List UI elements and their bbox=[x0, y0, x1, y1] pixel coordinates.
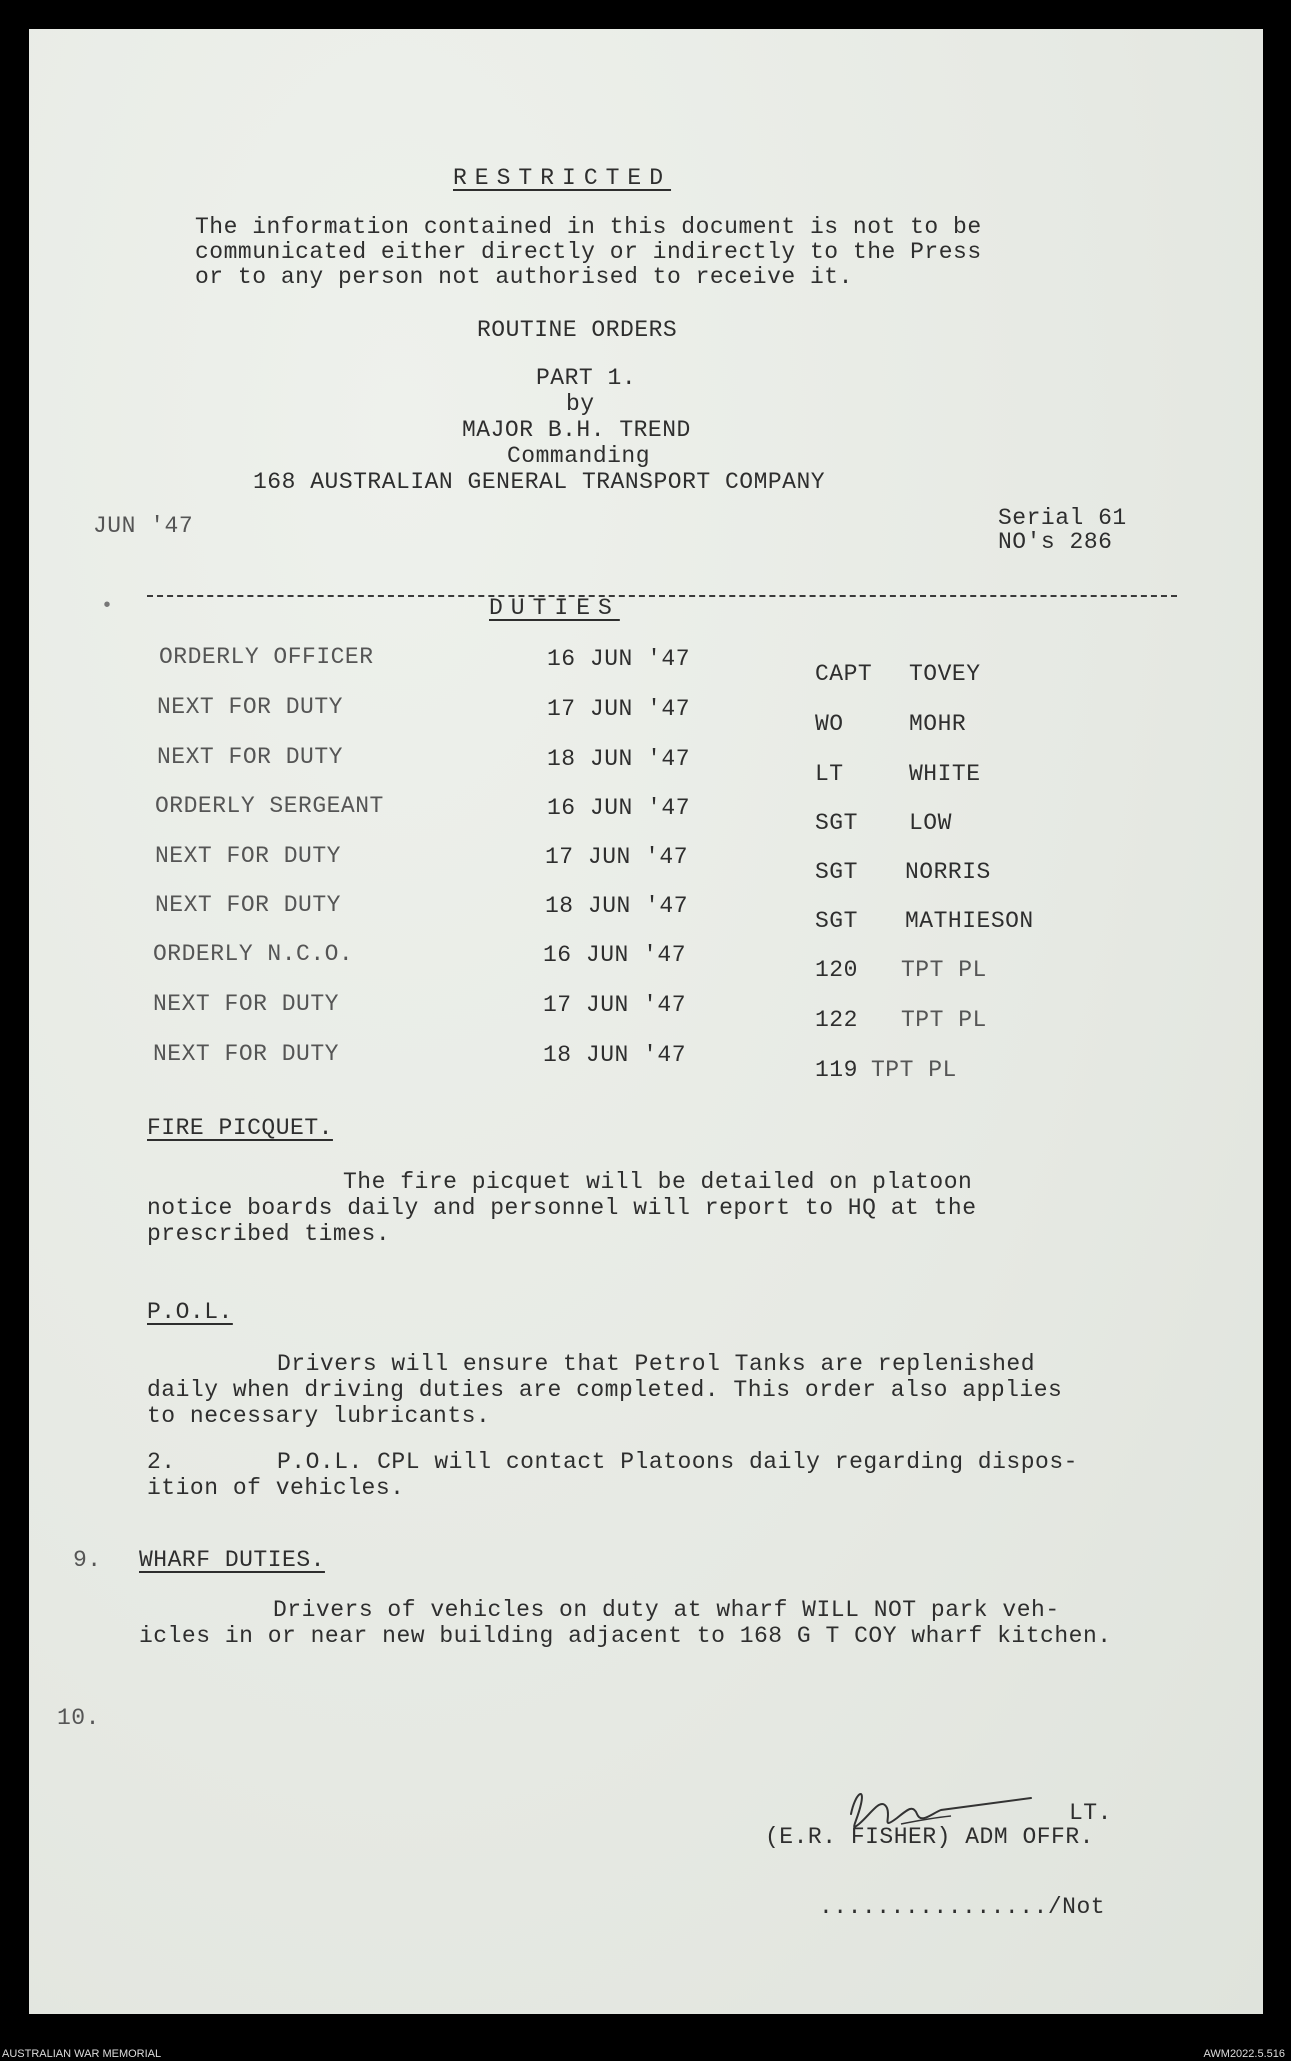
fire-picquet-line-1: The fire picquet will be detailed on platoon bbox=[343, 1169, 973, 1195]
duty-role: ORDERLY N.C.O. bbox=[153, 941, 354, 967]
duty-date: 18 JUN '47 bbox=[543, 1042, 687, 1068]
duty-date: 16 JUN '47 bbox=[547, 646, 691, 672]
pol-line-3: to necessary lubricants. bbox=[147, 1403, 491, 1429]
pol-item-2-line-1: P.O.L. CPL will contact Platoons daily regarding dispos- bbox=[277, 1449, 1078, 1475]
duty-rank: CAPT bbox=[815, 661, 873, 687]
duties-heading: DUTIES bbox=[489, 595, 620, 621]
document-title: ROUTINE ORDERS bbox=[477, 317, 678, 343]
pol-line-2: daily when driving duties are completed. This order also applies bbox=[147, 1377, 1063, 1403]
by-label: by bbox=[566, 391, 595, 417]
item-10-number: 10. bbox=[57, 1705, 100, 1731]
part-label: PART 1. bbox=[536, 365, 637, 391]
fire-picquet-line-2: notice boards daily and personnel will report to HQ at the bbox=[147, 1195, 977, 1221]
duty-role: NEXT FOR DUTY bbox=[157, 744, 343, 770]
duty-name: MATHIESON bbox=[905, 908, 1034, 934]
duty-name: TPT PL bbox=[901, 957, 987, 983]
duty-rank: 122 bbox=[815, 1007, 858, 1033]
bullet-mark: • bbox=[101, 595, 114, 618]
duty-date: 17 JUN '47 bbox=[547, 696, 691, 722]
duty-name: TPT PL bbox=[901, 1007, 987, 1033]
duty-rank: 120 bbox=[815, 957, 858, 983]
pol-item-2-line-2: ition of vehicles. bbox=[147, 1475, 405, 1501]
duty-role: NEXT FOR DUTY bbox=[153, 991, 339, 1017]
notice-line-1: The information contained in this document is not to be bbox=[195, 214, 982, 240]
notice-line-2: communicated either directly or indirectly to the Press bbox=[195, 239, 982, 265]
duty-role: NEXT FOR DUTY bbox=[153, 1041, 339, 1067]
duty-date: 16 JUN '47 bbox=[543, 942, 687, 968]
duty-role: NEXT FOR DUTY bbox=[157, 694, 343, 720]
fire-picquet-line-3: prescribed times. bbox=[147, 1221, 391, 1247]
footer-institution: AUSTRALIAN WAR MEMORIAL bbox=[2, 2048, 162, 2060]
signoff-rank: LT. bbox=[1069, 1800, 1112, 1826]
signoff-name: (E.R. FISHER) ADM OFFR. bbox=[765, 1824, 1094, 1850]
duty-name: MOHR bbox=[909, 711, 967, 737]
duty-date: 18 JUN '47 bbox=[545, 893, 689, 919]
serial-number: Serial 61 bbox=[998, 505, 1127, 531]
duty-role: ORDERLY SERGEANT bbox=[155, 793, 384, 819]
notice-line-3: or to any person not authorised to receive it. bbox=[195, 264, 853, 290]
wharf-item-number: 9. bbox=[73, 1547, 102, 1573]
pol-line-1: Drivers will ensure that Petrol Tanks are replenished bbox=[277, 1351, 1036, 1377]
duty-date: 17 JUN '47 bbox=[545, 844, 689, 870]
duty-date: 16 JUN '47 bbox=[547, 795, 691, 821]
duty-name: TPT PL bbox=[871, 1057, 957, 1083]
order-date: JUN '47 bbox=[93, 513, 194, 539]
restricted-heading: RESTRICTED bbox=[453, 165, 672, 191]
duty-rank: WO bbox=[815, 711, 844, 737]
continuation-marker: ................/Not bbox=[819, 1894, 1106, 1920]
duty-rank: LT bbox=[815, 761, 844, 787]
document-page bbox=[29, 29, 1263, 2014]
pol-item-2-number: 2. bbox=[147, 1449, 176, 1475]
fire-picquet-heading: FIRE PICQUET. bbox=[147, 1115, 333, 1141]
duty-name: WHITE bbox=[909, 761, 981, 787]
archive-footer bbox=[0, 2048, 1291, 2061]
duty-date: 18 JUN '47 bbox=[547, 746, 691, 772]
duty-rank: 119 bbox=[815, 1057, 858, 1083]
wharf-heading: WHARF DUTIES. bbox=[139, 1547, 325, 1573]
duty-rank: SGT bbox=[815, 908, 858, 934]
duty-role: NEXT FOR DUTY bbox=[155, 892, 341, 918]
duty-name: LOW bbox=[909, 810, 952, 836]
pol-heading: P.O.L. bbox=[147, 1299, 233, 1325]
commanding-label: Commanding bbox=[507, 443, 651, 469]
wharf-line-1: Drivers of vehicles on duty at wharf WILL NOT park veh- bbox=[273, 1597, 1060, 1623]
duty-rank: SGT bbox=[815, 810, 858, 836]
commanding-officer: MAJOR B.H. TREND bbox=[462, 417, 691, 443]
duty-rank: SGT bbox=[815, 859, 858, 885]
duty-role: NEXT FOR DUTY bbox=[155, 843, 341, 869]
unit-name: 168 AUSTRALIAN GENERAL TRANSPORT COMPANY bbox=[253, 469, 826, 495]
wharf-line-2: icles in or near new building adjacent to 168 G T COY wharf kitchen. bbox=[139, 1623, 1112, 1649]
footer-reference: AWM2022.5.516 bbox=[1203, 2048, 1285, 2060]
header-divider bbox=[147, 595, 1177, 597]
duty-date: 17 JUN '47 bbox=[543, 992, 687, 1018]
order-numbers: NO's 286 bbox=[998, 529, 1113, 555]
duty-name: TOVEY bbox=[909, 661, 981, 687]
duty-role: ORDERLY OFFICER bbox=[159, 644, 374, 670]
duty-name: NORRIS bbox=[905, 859, 991, 885]
